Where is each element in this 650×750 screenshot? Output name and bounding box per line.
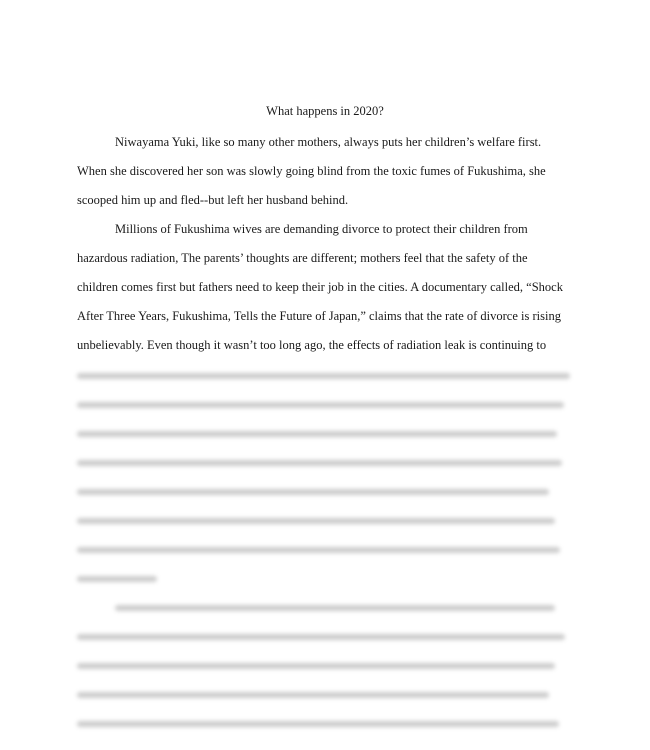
- blurred-line: [77, 634, 565, 640]
- paragraph-2-line-5: unbelievably. Even though it wasn’t too long ago, the effects of radiation leak is continuing to: [77, 338, 547, 352]
- blurred-line: [77, 692, 549, 698]
- blurred-content: [0, 360, 650, 750]
- paragraph-1-line-2: When she discovered her son was slowly going blind from the toxic fumes of Fukushima, she: [77, 164, 546, 178]
- paragraph-2-line-1: Millions of Fukushima wives are demanding divorce to protect their children from: [115, 222, 528, 236]
- blurred-line: [115, 605, 555, 611]
- blurred-line: [77, 460, 562, 466]
- paragraph-2-line-2: hazardous radiation, The parents’ thoughts are different; mothers feel that the safety of the: [77, 251, 528, 265]
- blurred-line: [77, 373, 570, 379]
- blurred-line: [77, 576, 157, 582]
- paragraph-2-line-3: children comes first but fathers need to keep their job in the cities. A documentary called, “Shock: [77, 280, 563, 294]
- blurred-line: [77, 663, 555, 669]
- paragraph-1-line-3: scooped him up and fled--but left her husband behind.: [77, 193, 349, 207]
- blurred-line: [77, 721, 559, 727]
- blurred-line: [77, 402, 564, 408]
- blurred-line: [77, 431, 557, 437]
- blurred-line: [77, 547, 560, 553]
- blurred-line: [77, 518, 555, 524]
- paragraph-1-line-1: Niwayama Yuki, like so many other mothers, always puts her children’s welfare first.: [115, 135, 542, 149]
- blurred-line: [77, 489, 549, 495]
- paragraph-2-line-4: After Three Years, Fukushima, Tells the Future of Japan,” claims that the rate of divorce is rising: [77, 309, 561, 323]
- document-title: What happens in 2020?: [266, 104, 384, 118]
